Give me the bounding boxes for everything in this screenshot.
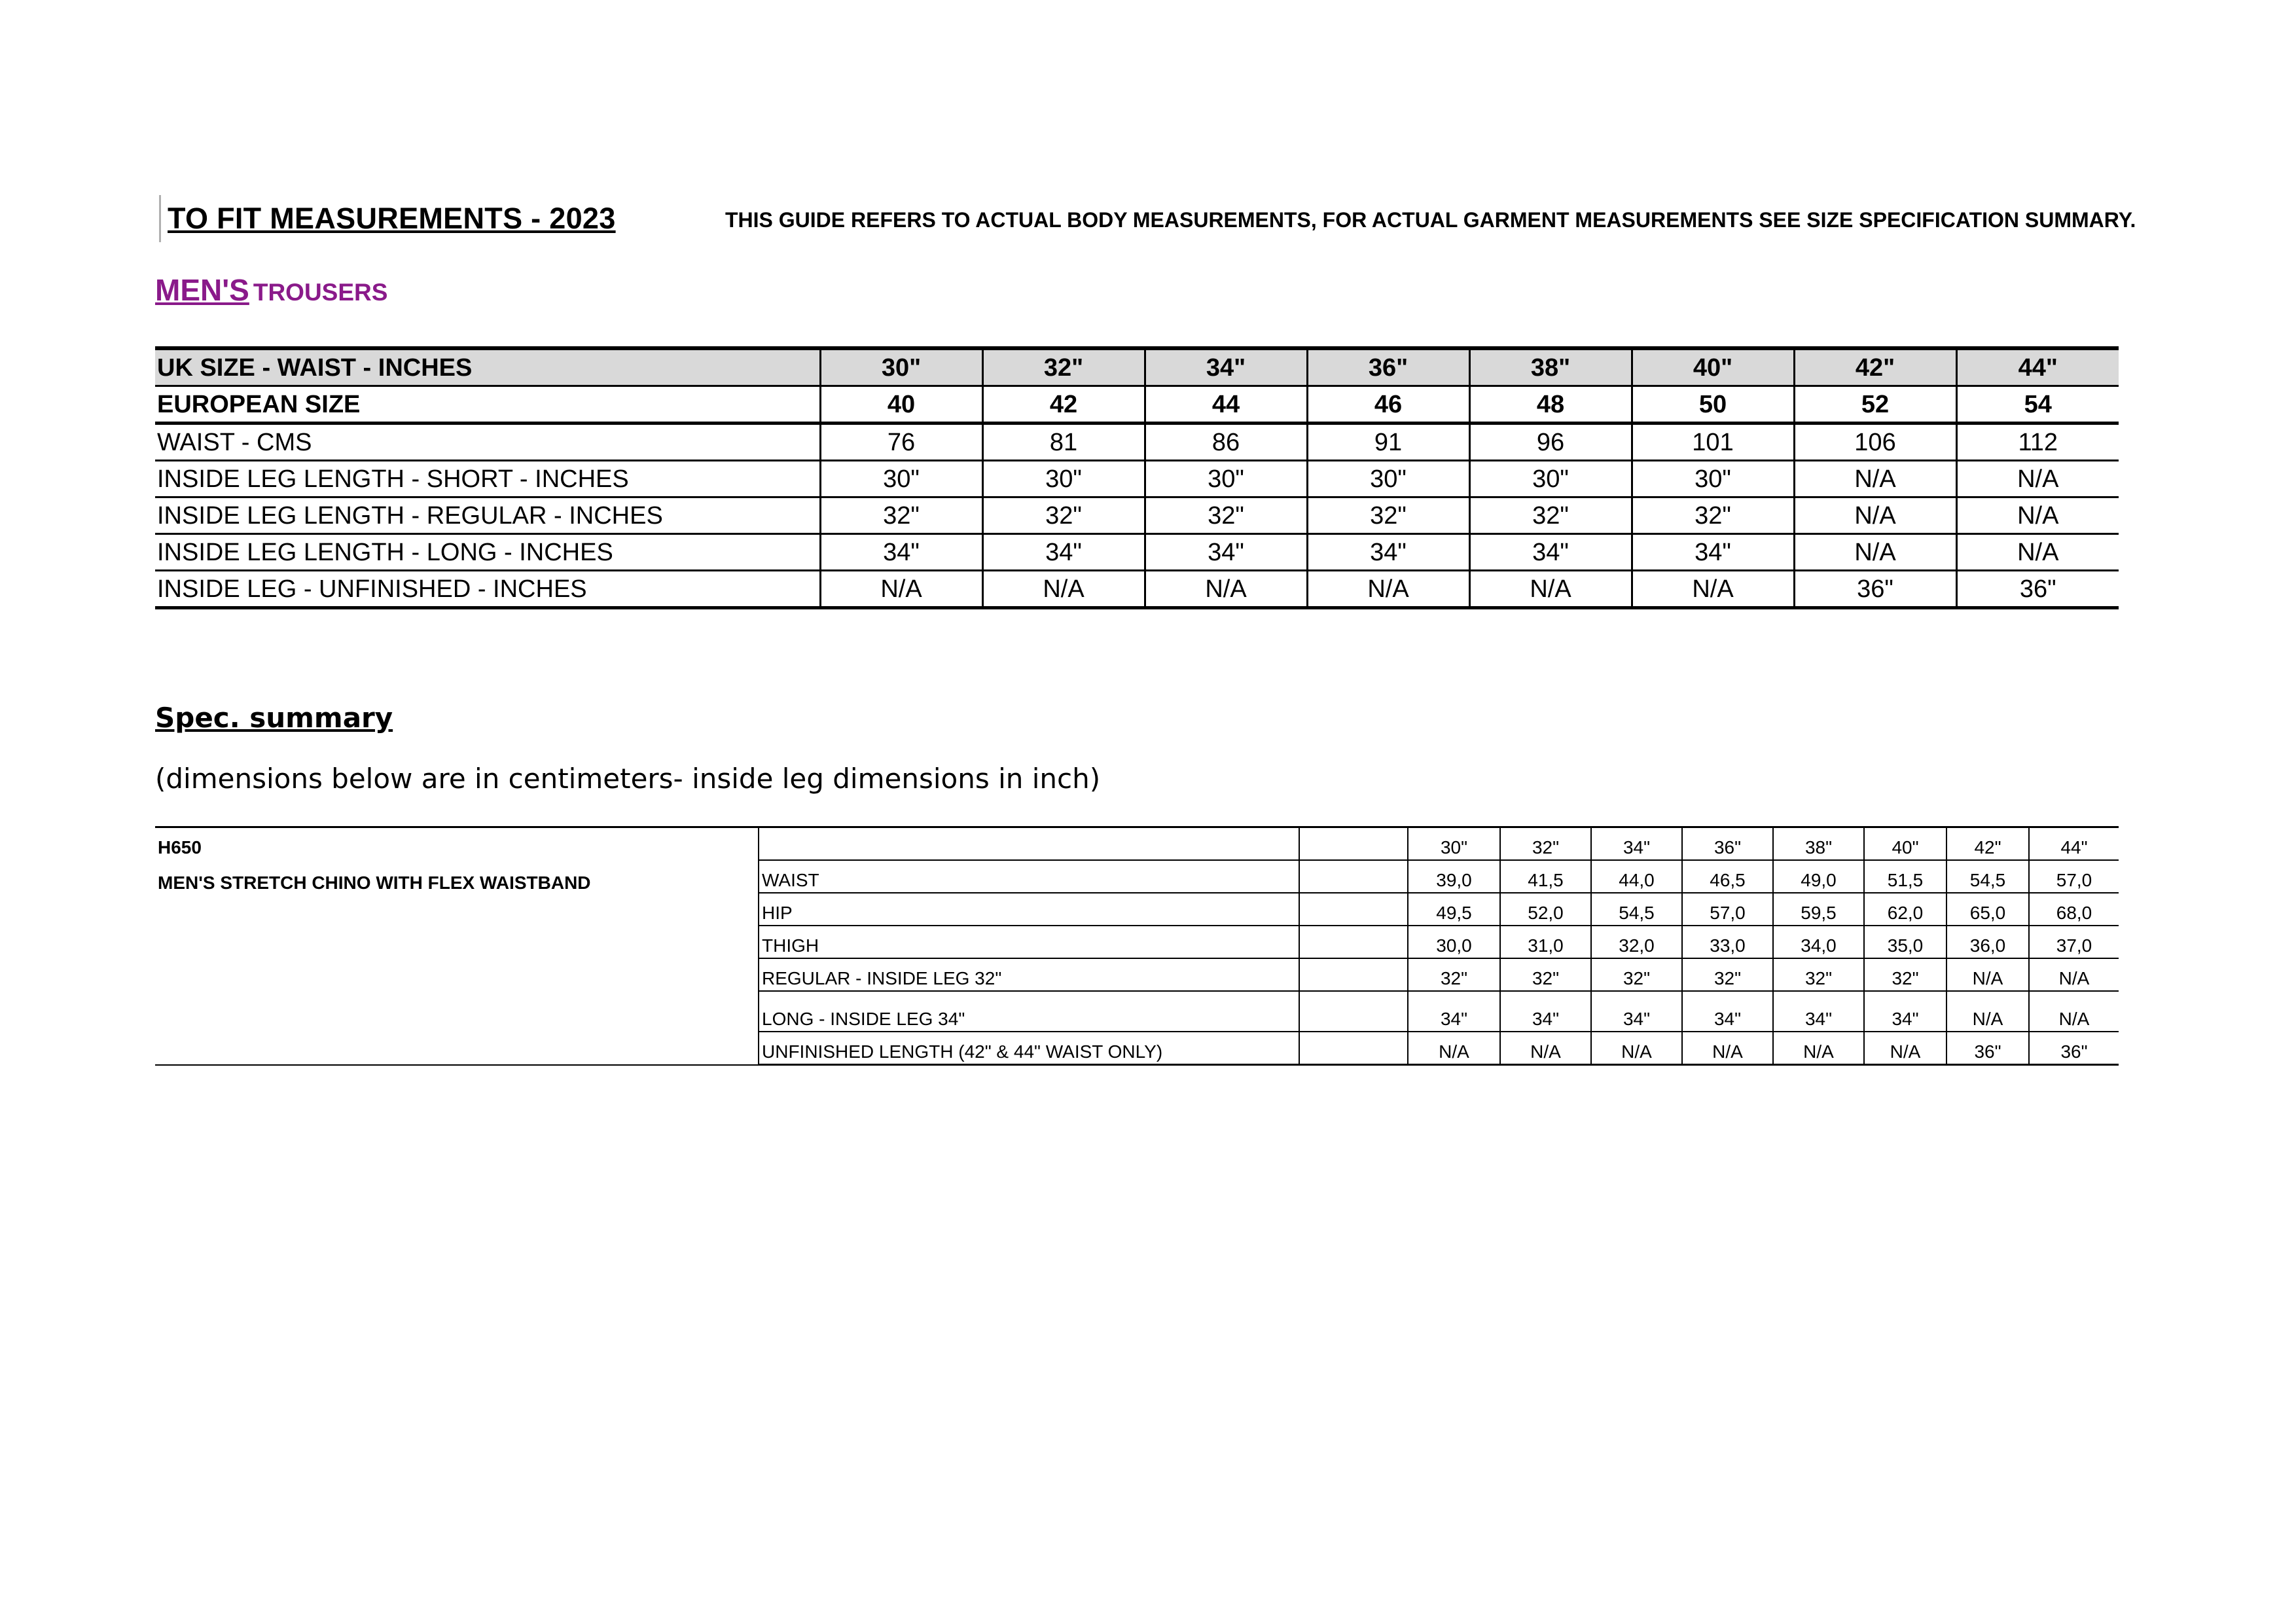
fit-cell: 34" (1307, 534, 1469, 571)
fit-cell: 32" (1307, 497, 1469, 534)
fit-cell: 48 (1469, 386, 1632, 424)
spec-cell: 62,0 (1864, 893, 1946, 926)
spec-summary-title: Spec. summary (155, 702, 393, 734)
spec-table-body (155, 827, 2119, 1065)
fit-cell: N/A (820, 571, 982, 608)
fit-table-row (155, 424, 2119, 461)
spec-size-header: 30" (1408, 827, 1500, 861)
spec-cell: 54,5 (1591, 893, 1682, 926)
fit-cell: 40" (1632, 348, 1794, 386)
spec-cell: 37,0 (2029, 926, 2119, 958)
fit-cell: 54 (1956, 386, 2119, 424)
spec-row-label: THIGH (759, 926, 1299, 958)
fit-cell: 30" (1469, 461, 1632, 497)
spec-size-header: 36" (1682, 827, 1773, 861)
spec-label-cell (759, 827, 1299, 861)
page-title: TO FIT MEASUREMENTS - 2023 (168, 202, 616, 235)
style-name: MEN'S STRETCH CHINO WITH FLEX WAISTBAND (158, 873, 591, 893)
spec-cell: 32" (1773, 958, 1864, 991)
fit-cell: 86 (1145, 424, 1307, 461)
fit-cell: 32" (982, 348, 1145, 386)
spec-cell: 32,0 (1591, 926, 1682, 958)
spec-cell: 34" (1591, 991, 1682, 1032)
spec-size-header: 40" (1864, 827, 1946, 861)
spec-blank-cell (1299, 991, 1408, 1032)
fit-cell: 34" (1145, 348, 1307, 386)
spec-row-label: LONG - INSIDE LEG 34" (759, 991, 1299, 1032)
guide-note: THIS GUIDE REFERS TO ACTUAL BODY MEASUREMENTS, FOR ACTUAL GARMENT MEASUREMENTS SEE SIZE SPECIFICATION SUMMARY. (725, 208, 2136, 232)
fit-cell: N/A (1469, 571, 1632, 608)
product-label: TROUSERS (253, 279, 388, 306)
spec-cell: 34,0 (1773, 926, 1864, 958)
fit-cell: 32" (1632, 497, 1794, 534)
spec-cell: N/A (1864, 1032, 1946, 1065)
fit-cell: 32" (820, 497, 982, 534)
fit-cell: 36" (1307, 348, 1469, 386)
fit-measurements-table (155, 346, 2119, 609)
spec-cell: 65,0 (1946, 893, 2029, 926)
spec-row-label: UNFINISHED LENGTH (42" & 44" WAIST ONLY) (759, 1032, 1299, 1065)
spec-blank-cell (1299, 893, 1408, 926)
fit-table-row (155, 534, 2119, 571)
spec-cell: N/A (1773, 1032, 1864, 1065)
spec-row-label: HIP (759, 893, 1299, 926)
fit-cell: 30" (1307, 461, 1469, 497)
spec-cell: N/A (1500, 1032, 1591, 1065)
fit-cell: 44 (1145, 386, 1307, 424)
fit-cell: 30" (820, 348, 982, 386)
fit-row-label: INSIDE LEG LENGTH - LONG - INCHES (155, 534, 820, 571)
fit-cell: N/A (1145, 571, 1307, 608)
fit-table-row (155, 348, 2119, 386)
section-heading (155, 272, 387, 308)
fit-cell: 36" (1956, 571, 2119, 608)
fit-cell: 44" (1956, 348, 2119, 386)
spec-cell: 49,0 (1773, 860, 1864, 893)
fit-cell: 101 (1632, 424, 1794, 461)
fit-cell: N/A (1794, 497, 1956, 534)
spec-header-row (155, 827, 2119, 861)
style-cell (155, 827, 759, 1065)
fit-cell: 32" (1145, 497, 1307, 534)
fit-row-label: INSIDE LEG LENGTH - REGULAR - INCHES (155, 497, 820, 534)
fit-cell: N/A (982, 571, 1145, 608)
fit-cell: 42" (1794, 348, 1956, 386)
spec-cell: 39,0 (1408, 860, 1500, 893)
fit-cell: 91 (1307, 424, 1469, 461)
fit-cell: 52 (1794, 386, 1956, 424)
fit-row-label: EUROPEAN SIZE (155, 386, 820, 424)
fit-row-label: INSIDE LEG - UNFINISHED - INCHES (155, 571, 820, 608)
spec-row-label: WAIST (759, 860, 1299, 893)
spec-size-header: 32" (1500, 827, 1591, 861)
fit-row-label: UK SIZE - WAIST - INCHES (155, 348, 820, 386)
fit-table-row (155, 386, 2119, 424)
spec-cell: 34" (1500, 991, 1591, 1032)
fit-cell: N/A (1307, 571, 1469, 608)
fit-cell: 76 (820, 424, 982, 461)
spec-cell: 34" (1408, 991, 1500, 1032)
fit-cell: 46 (1307, 386, 1469, 424)
spec-cell: 68,0 (2029, 893, 2119, 926)
spec-cell: 34" (1864, 991, 1946, 1032)
spec-blank-cell (1299, 1032, 1408, 1065)
fit-cell: 30" (1145, 461, 1307, 497)
spec-cell: 32" (1682, 958, 1773, 991)
spec-size-header: 42" (1946, 827, 2029, 861)
fit-cell: 34" (1469, 534, 1632, 571)
spec-cell: 57,0 (1682, 893, 1773, 926)
fit-cell: 30" (820, 461, 982, 497)
spec-cell: 32" (1500, 958, 1591, 991)
spec-cell: 44,0 (1591, 860, 1682, 893)
fit-table-row (155, 497, 2119, 534)
fit-cell: 81 (982, 424, 1145, 461)
fit-table-row (155, 461, 2119, 497)
spec-cell: N/A (1682, 1032, 1773, 1065)
fit-cell: 32" (982, 497, 1145, 534)
fit-cell: 38" (1469, 348, 1632, 386)
fit-row-label: INSIDE LEG LENGTH - SHORT - INCHES (155, 461, 820, 497)
spec-cell: 36" (1946, 1032, 2029, 1065)
spec-summary-table (155, 826, 2119, 1066)
spec-size-header: 38" (1773, 827, 1864, 861)
spec-blank-cell (1299, 827, 1408, 861)
spec-cell: 46,5 (1682, 860, 1773, 893)
spec-cell: 51,5 (1864, 860, 1946, 893)
style-code: H650 (158, 837, 202, 857)
fit-cell: 42 (982, 386, 1145, 424)
spec-cell: 31,0 (1500, 926, 1591, 958)
spec-cell: 49,5 (1408, 893, 1500, 926)
spec-cell: 41,5 (1500, 860, 1591, 893)
spec-cell: 32" (1408, 958, 1500, 991)
spec-cell: 34" (1682, 991, 1773, 1032)
spec-cell: 57,0 (2029, 860, 2119, 893)
fit-cell: 32" (1469, 497, 1632, 534)
fit-cell: 96 (1469, 424, 1632, 461)
fit-table-body (155, 348, 2119, 608)
spec-cell: 52,0 (1500, 893, 1591, 926)
fit-cell: 34" (982, 534, 1145, 571)
title-block (159, 195, 616, 242)
fit-cell: N/A (1956, 534, 2119, 571)
spec-cell: 30,0 (1408, 926, 1500, 958)
fit-cell: 112 (1956, 424, 2119, 461)
fit-cell: 40 (820, 386, 982, 424)
spec-blank-cell (1299, 958, 1408, 991)
fit-table-row (155, 571, 2119, 608)
spec-cell: N/A (2029, 991, 2119, 1032)
spec-cell: 59,5 (1773, 893, 1864, 926)
spec-blank-cell (1299, 860, 1408, 893)
fit-cell: 36" (1794, 571, 1956, 608)
category-label: MEN'S (155, 273, 249, 307)
spec-cell: N/A (2029, 958, 2119, 991)
fit-cell: N/A (1956, 461, 2119, 497)
spec-summary-note: (dimensions below are in centimeters- inside leg dimensions in inch) (155, 763, 1101, 795)
spec-cell: N/A (1946, 958, 2029, 991)
spec-cell: 33,0 (1682, 926, 1773, 958)
spec-cell: 32" (1591, 958, 1682, 991)
spec-cell: 35,0 (1864, 926, 1946, 958)
spec-cell: 36" (2029, 1032, 2119, 1065)
fit-cell: N/A (1632, 571, 1794, 608)
spec-cell: 36,0 (1946, 926, 2029, 958)
fit-cell: 34" (1145, 534, 1307, 571)
spec-cell: 32" (1864, 958, 1946, 991)
spec-row-label: REGULAR - INSIDE LEG 32" (759, 958, 1299, 991)
fit-cell: N/A (1956, 497, 2119, 534)
spec-size-header: 44" (2029, 827, 2119, 861)
fit-cell: 106 (1794, 424, 1956, 461)
spec-cell: 54,5 (1946, 860, 2029, 893)
fit-cell: 30" (982, 461, 1145, 497)
fit-row-label: WAIST - CMS (155, 424, 820, 461)
fit-cell: 34" (820, 534, 982, 571)
fit-cell: 50 (1632, 386, 1794, 424)
fit-cell: 30" (1632, 461, 1794, 497)
spec-blank-cell (1299, 926, 1408, 958)
fit-cell: 34" (1632, 534, 1794, 571)
spec-cell: N/A (1946, 991, 2029, 1032)
spec-cell: N/A (1408, 1032, 1500, 1065)
spec-cell: 34" (1773, 991, 1864, 1032)
spec-size-header: 34" (1591, 827, 1682, 861)
spec-cell: N/A (1591, 1032, 1682, 1065)
fit-cell: N/A (1794, 534, 1956, 571)
fit-cell: N/A (1794, 461, 1956, 497)
